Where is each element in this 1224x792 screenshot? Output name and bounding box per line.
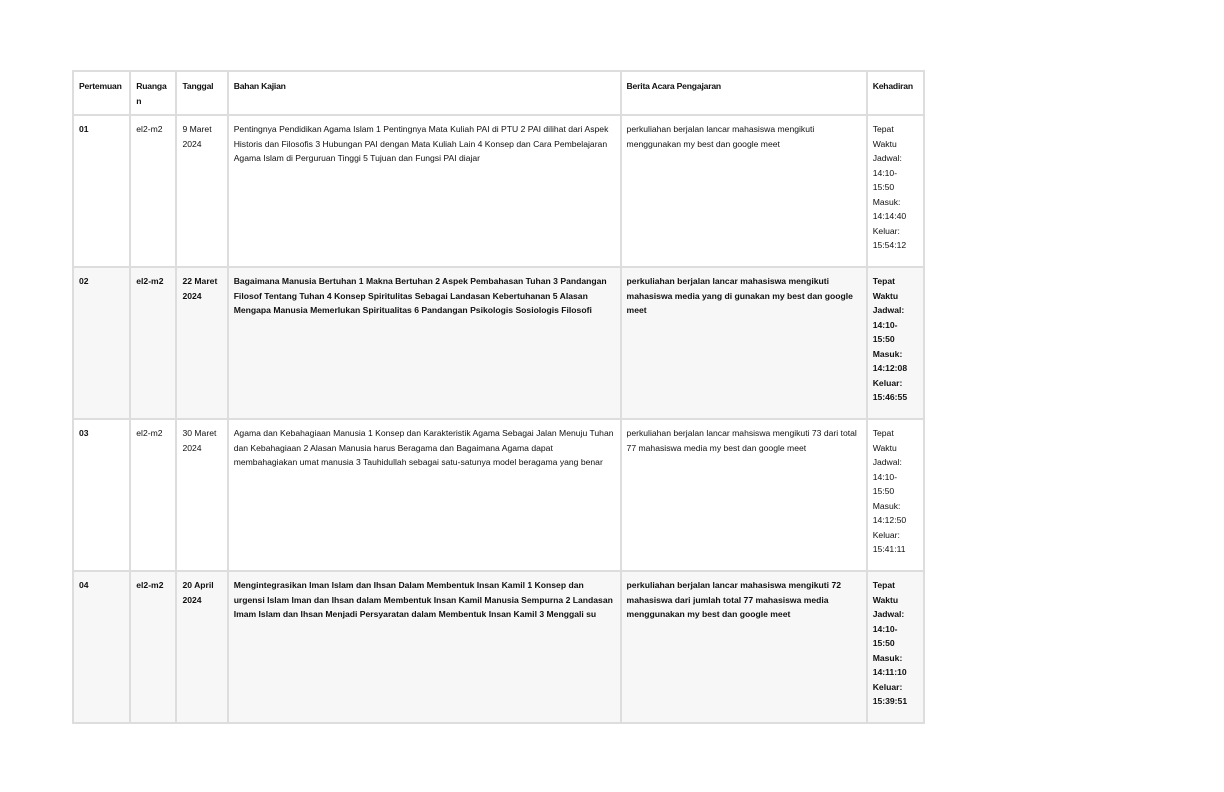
cell-kehadiran: Tepat Waktu Jadwal: 14:10-15:50 Masuk: 14:11:10 Keluar: 15:39:51 [868, 572, 923, 722]
table-row [74, 572, 923, 722]
header-tanggal: Tanggal [177, 72, 226, 114]
cell-tanggal: 22 Maret 2024 [177, 268, 226, 418]
table-header-row [74, 72, 923, 114]
cell-ruangan: el2-m2 [131, 268, 175, 418]
cell-berita-acara: perkuliahan berjalan lancar mahasiswa mengikuti 72 mahasiswa dari jumlah total 77 mahasiswa media menggunakan my best dan google meet [622, 572, 866, 722]
cell-bahan-kajian: Bagaimana Manusia Bertuhan 1 Makna Bertuhan 2 Aspek Pembahasan Tuhan 3 Pandangan Filosof Tentang Tuhan 4 Konsep Spiritulitas Sebagai Landasan Kebertuhanan 5 Alasan Mengapa Manusia Memerlukan Spiritualitas 6 Pandangan Psikologis Sosiologis Filosofi [229, 268, 620, 418]
cell-pertemuan: 01 [74, 116, 129, 266]
cell-bahan-kajian: Agama dan Kebahagiaan Manusia 1 Konsep dan Karakteristik Agama Sebagai Jalan Menuju Tuhan dan Kebahagiaan 2 Alasan Manusia harus Beragama dan Bagaimana Agama dapat membahagiakan umat manusia 3 Tauhidullah sebagai satu-satunya model beragama yang benar [229, 420, 620, 570]
header-bahan-kajian: Bahan Kajian [229, 72, 620, 114]
cell-tanggal: 20 April 2024 [177, 572, 226, 722]
table-row [74, 420, 923, 570]
cell-kehadiran: Tepat Waktu Jadwal: 14:10-15:50 Masuk: 14:14:40 Keluar: 15:54:12 [868, 116, 923, 266]
cell-pertemuan: 04 [74, 572, 129, 722]
cell-berita-acara: perkuliahan berjalan lancar mahasiswa mengikuti mahasiswa media yang di gunakan my best dan google meet [622, 268, 866, 418]
header-ruangan: Ruangan [131, 72, 175, 114]
header-kehadiran: Kehadiran [868, 72, 923, 114]
header-pertemuan: Pertemuan [74, 72, 129, 114]
cell-tanggal: 9 Maret 2024 [177, 116, 226, 266]
cell-pertemuan: 02 [74, 268, 129, 418]
cell-pertemuan: 03 [74, 420, 129, 570]
header-berita-acara: Berita Acara Pengajaran [622, 72, 866, 114]
table-row [74, 116, 923, 266]
cell-kehadiran: Tepat Waktu Jadwal: 14:10-15:50 Masuk: 14:12:08 Keluar: 15:46:55 [868, 268, 923, 418]
cell-bahan-kajian: Mengintegrasikan Iman Islam dan Ihsan Dalam Membentuk Insan Kamil 1 Konsep dan urgensi Islam Iman dan Ihsan dalam Membentuk Insan Kamil Manusia Sempurna 2 Landasan Imam Islam dan Ihsan Menjadi Persyaratan dalam Membentuk Insan Kamil 3 Menggali su [229, 572, 620, 722]
cell-bahan-kajian: Pentingnya Pendidikan Agama Islam 1 Pentingnya Mata Kuliah PAI di PTU 2 PAI dilihat dari Aspek Historis dan Filosofis 3 Hubungan PAI dengan Mata Kuliah Lain 4 Konsep dan Cara Pembelajaran Agama Islam di Perguruan Tinggi 5 Tujuan dan Fungsi PAI diajar [229, 116, 620, 266]
attendance-table [72, 70, 925, 724]
cell-berita-acara: perkuliahan berjalan lancar mahsiswa mengikuti 73 dari total 77 mahasiswa media my best dan google meet [622, 420, 866, 570]
cell-ruangan: el2-m2 [131, 420, 175, 570]
cell-kehadiran: Tepat Waktu Jadwal: 14:10-15:50 Masuk: 14:12:50 Keluar: 15:41:11 [868, 420, 923, 570]
cell-ruangan: el2-m2 [131, 572, 175, 722]
cell-tanggal: 30 Maret 2024 [177, 420, 226, 570]
table-row [74, 268, 923, 418]
cell-berita-acara: perkuliahan berjalan lancar mahasiswa mengikuti menggunakan my best dan google meet [622, 116, 866, 266]
cell-ruangan: el2-m2 [131, 116, 175, 266]
